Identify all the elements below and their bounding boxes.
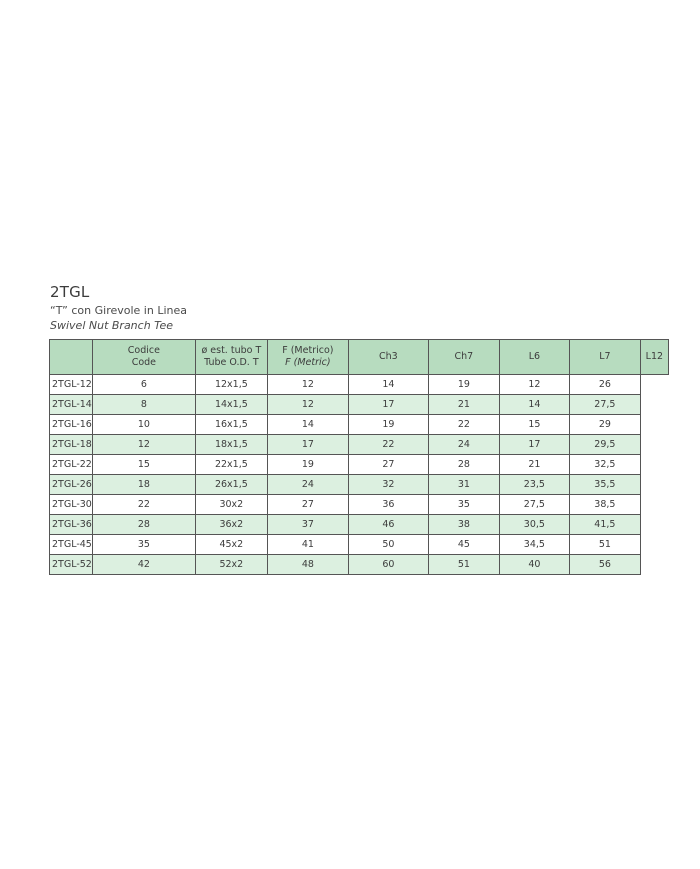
cell-code: 2TGL-14 bbox=[50, 395, 93, 415]
cell-thread: 30x2 bbox=[195, 495, 267, 515]
cell-code: 2TGL-52 bbox=[50, 555, 93, 575]
cell-l6: 51 bbox=[428, 555, 499, 575]
cell-l7: 34,5 bbox=[499, 535, 569, 555]
cell-ch7: 50 bbox=[348, 535, 428, 555]
col-header-code bbox=[92, 340, 195, 375]
cell-ch7: 19 bbox=[348, 415, 428, 435]
cell-ch3: 14 bbox=[267, 415, 348, 435]
cell-l12: 38,5 bbox=[569, 495, 640, 515]
cell-tube: 15 bbox=[92, 455, 195, 475]
product-subtitle-english: Swivel Nut Branch Tee bbox=[50, 319, 174, 332]
col-header-code-it: Codice bbox=[127, 345, 160, 356]
cell-l12: 29,5 bbox=[569, 435, 640, 455]
cell-code: 2TGL-30 bbox=[50, 495, 93, 515]
cell-l7: 27,5 bbox=[499, 495, 569, 515]
col-header-thread-it: F (Metrico) bbox=[282, 345, 334, 356]
table-row bbox=[50, 515, 669, 535]
cell-l7: 14 bbox=[499, 395, 569, 415]
cell-l12: 27,5 bbox=[569, 395, 640, 415]
cell-l12: 41,5 bbox=[569, 515, 640, 535]
cell-l12: 51 bbox=[569, 535, 640, 555]
product-title: 2TGL bbox=[50, 283, 90, 301]
cell-ch3: 27 bbox=[267, 495, 348, 515]
col-header-l7: L7 bbox=[569, 340, 640, 375]
cell-l6: 45 bbox=[428, 535, 499, 555]
cell-tube: 6 bbox=[92, 375, 195, 395]
cell-l6: 28 bbox=[428, 455, 499, 475]
cell-thread: 26x1,5 bbox=[195, 475, 267, 495]
col-header-l12: L12 bbox=[640, 340, 668, 375]
cell-l7: 17 bbox=[499, 435, 569, 455]
cell-l12: 29 bbox=[569, 415, 640, 435]
col-header-thread bbox=[267, 340, 348, 375]
cell-l7: 23,5 bbox=[499, 475, 569, 495]
cell-tube: 10 bbox=[92, 415, 195, 435]
cell-l6: 31 bbox=[428, 475, 499, 495]
cell-ch3: 12 bbox=[267, 375, 348, 395]
cell-code: 2TGL-45 bbox=[50, 535, 93, 555]
table-row bbox=[50, 475, 669, 495]
cell-thread: 14x1,5 bbox=[195, 395, 267, 415]
cell-l7: 12 bbox=[499, 375, 569, 395]
col-header-l6: L6 bbox=[499, 340, 569, 375]
cell-l12: 26 bbox=[569, 375, 640, 395]
cell-l12: 32,5 bbox=[569, 455, 640, 475]
cell-l7: 40 bbox=[499, 555, 569, 575]
cell-l12: 35,5 bbox=[569, 475, 640, 495]
table-row bbox=[50, 455, 669, 475]
cell-thread: 16x1,5 bbox=[195, 415, 267, 435]
cell-code: 2TGL-12 bbox=[50, 375, 93, 395]
table-row bbox=[50, 395, 669, 415]
cell-ch7: 14 bbox=[348, 375, 428, 395]
spec-table bbox=[49, 339, 669, 575]
cell-tube: 12 bbox=[92, 435, 195, 455]
table-row bbox=[50, 415, 669, 435]
table-row bbox=[50, 535, 669, 555]
cell-code: 2TGL-18 bbox=[50, 435, 93, 455]
cell-l7: 30,5 bbox=[499, 515, 569, 535]
cell-ch7: 60 bbox=[348, 555, 428, 575]
col-header-ch3: Ch3 bbox=[348, 340, 428, 375]
cell-code: 2TGL-26 bbox=[50, 475, 93, 495]
cell-ch3: 12 bbox=[267, 395, 348, 415]
col-header-thread-en: F (Metric) bbox=[285, 357, 331, 368]
cell-l7: 15 bbox=[499, 415, 569, 435]
cell-tube: 28 bbox=[92, 515, 195, 535]
cell-l6: 19 bbox=[428, 375, 499, 395]
col-header-tube-en: Tube O.D. T bbox=[204, 357, 259, 368]
table-row bbox=[50, 435, 669, 455]
cell-l6: 22 bbox=[428, 415, 499, 435]
table-header-row bbox=[50, 340, 669, 375]
cell-thread: 36x2 bbox=[195, 515, 267, 535]
cell-ch3: 19 bbox=[267, 455, 348, 475]
cell-code: 2TGL-22 bbox=[50, 455, 93, 475]
cell-l6: 24 bbox=[428, 435, 499, 455]
cell-ch7: 32 bbox=[348, 475, 428, 495]
cell-ch3: 37 bbox=[267, 515, 348, 535]
cell-ch7: 22 bbox=[348, 435, 428, 455]
table-row bbox=[50, 495, 669, 515]
cell-code: 2TGL-36 bbox=[50, 515, 93, 535]
cell-tube: 22 bbox=[92, 495, 195, 515]
cell-ch3: 17 bbox=[267, 435, 348, 455]
cell-ch3: 48 bbox=[267, 555, 348, 575]
col-header-tube bbox=[195, 340, 267, 375]
cell-ch3: 41 bbox=[267, 535, 348, 555]
cell-tube: 35 bbox=[92, 535, 195, 555]
cell-ch3: 24 bbox=[267, 475, 348, 495]
cell-tube: 42 bbox=[92, 555, 195, 575]
col-header-ch7: Ch7 bbox=[428, 340, 499, 375]
product-subtitle-italian: “T” con Girevole in Linea bbox=[50, 304, 187, 317]
cell-thread: 45x2 bbox=[195, 535, 267, 555]
cell-l6: 38 bbox=[428, 515, 499, 535]
col-header-code-en: Code bbox=[131, 357, 157, 368]
cell-ch7: 17 bbox=[348, 395, 428, 415]
cell-l6: 21 bbox=[428, 395, 499, 415]
cell-thread: 52x2 bbox=[195, 555, 267, 575]
cell-ch7: 46 bbox=[348, 515, 428, 535]
cell-tube: 8 bbox=[92, 395, 195, 415]
cell-thread: 18x1,5 bbox=[195, 435, 267, 455]
cell-thread: 22x1,5 bbox=[195, 455, 267, 475]
cell-thread: 12x1,5 bbox=[195, 375, 267, 395]
cell-l12: 56 bbox=[569, 555, 640, 575]
cell-code: 2TGL-16 bbox=[50, 415, 93, 435]
col-header-tube-it: ø est. tubo T bbox=[201, 345, 262, 356]
cell-ch7: 27 bbox=[348, 455, 428, 475]
cell-tube: 18 bbox=[92, 475, 195, 495]
table-row bbox=[50, 375, 669, 395]
cell-l7: 21 bbox=[499, 455, 569, 475]
cell-l6: 35 bbox=[428, 495, 499, 515]
cell-ch7: 36 bbox=[348, 495, 428, 515]
table-row bbox=[50, 555, 669, 575]
side-band bbox=[50, 340, 93, 375]
